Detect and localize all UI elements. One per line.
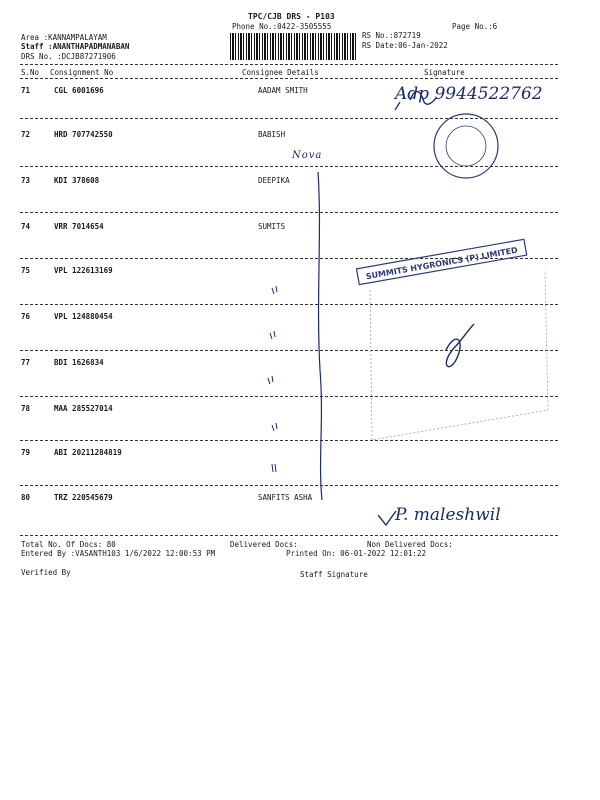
row-consignment: KDI 378608	[54, 176, 100, 185]
row-consignment: HRD 707742550	[54, 130, 113, 139]
ditto-mark	[268, 376, 273, 384]
company-stamp	[356, 239, 526, 284]
ditto-mark	[272, 286, 277, 294]
row-consignee: SANFITS ASHA	[258, 493, 313, 502]
row-sno: 75	[21, 266, 31, 275]
column-header-signature: Signature	[424, 68, 465, 77]
row-sno: 80	[21, 493, 31, 502]
row-consignment: VRR 7014654	[54, 222, 104, 231]
column-header-sno: S.No	[21, 68, 40, 77]
row-consignee: SUMITS	[258, 222, 286, 231]
column-header-consignment: Consignment No	[50, 68, 114, 77]
row-sno: 72	[21, 130, 31, 139]
drs-number: DRS No. :DCJB87271906	[21, 52, 116, 61]
pen-mark	[410, 91, 436, 104]
row-sno: 71	[21, 86, 31, 95]
area-label: Area :KANNAMPALAYAM	[21, 33, 107, 42]
row-sno: 77	[21, 358, 31, 367]
stamp-signature	[446, 324, 474, 367]
row-sno: 73	[21, 176, 31, 185]
page-number: Page No.:6	[452, 22, 498, 31]
handwritten-note: Nova	[292, 150, 323, 161]
round-stamp-inner	[446, 126, 486, 166]
staff-label: Staff :ANANTHAPADMANABAN	[21, 42, 130, 51]
row-sno: 76	[21, 312, 31, 321]
row-consignment: TRZ 220545679	[54, 493, 113, 502]
ditto-mark	[272, 423, 277, 431]
row-consignment: CGL 6001696	[54, 86, 104, 95]
non-delivered-docs: Non Delivered Docs:	[367, 540, 453, 549]
staff-signature: Staff Signature	[300, 570, 368, 579]
total-docs: Total No. Of Docs: 80	[21, 540, 116, 549]
entered-by: Entered By :VASANTH103 1/6/2022 12:00:53 PM	[21, 549, 216, 558]
row-consignment: VPL 122613169	[54, 266, 113, 275]
row-consignee: AADAM SMITH	[258, 86, 308, 95]
handwritten-signature: P. maleshwil	[395, 505, 501, 525]
row-sno: 74	[21, 222, 31, 231]
row-consignment: ABI 20211284819	[54, 448, 122, 457]
row-consignment: BDI 1626834	[54, 358, 104, 367]
verified-by: Verified By	[21, 568, 71, 577]
row-consignee: BABISH	[258, 130, 286, 139]
column-header-consignee: Consignee Details	[242, 68, 319, 77]
stamp-outline	[370, 270, 548, 440]
phone-number: Phone No.:0422-3505555	[232, 22, 332, 31]
rs-number: RS No.:872719	[362, 31, 421, 40]
company-stamp-text: SUMMITS HYGRONICS (P) LIMITED	[365, 245, 519, 282]
document-title: TPC/CJB DRS - P103	[248, 12, 335, 21]
handwritten-signature: Adp 9944522762	[395, 84, 543, 104]
row-consignment: VPL 124880454	[54, 312, 113, 321]
pen-mark	[395, 102, 400, 110]
row-consignee: DEEPIKA	[258, 176, 290, 185]
ditto-line	[318, 172, 322, 500]
ditto-mark	[270, 331, 275, 339]
row-sno: 78	[21, 404, 31, 413]
rs-date: RS Date:06-Jan-2022	[362, 41, 448, 50]
printed-on: Printed On: 06-01-2022 12:01:22	[286, 549, 426, 558]
tick-mark	[378, 511, 396, 525]
row-sno: 79	[21, 448, 31, 457]
delivered-docs: Delivered Docs:	[230, 540, 298, 549]
ditto-mark	[272, 464, 276, 472]
round-stamp	[434, 114, 498, 178]
row-consignment: MAA 285527014	[54, 404, 113, 413]
